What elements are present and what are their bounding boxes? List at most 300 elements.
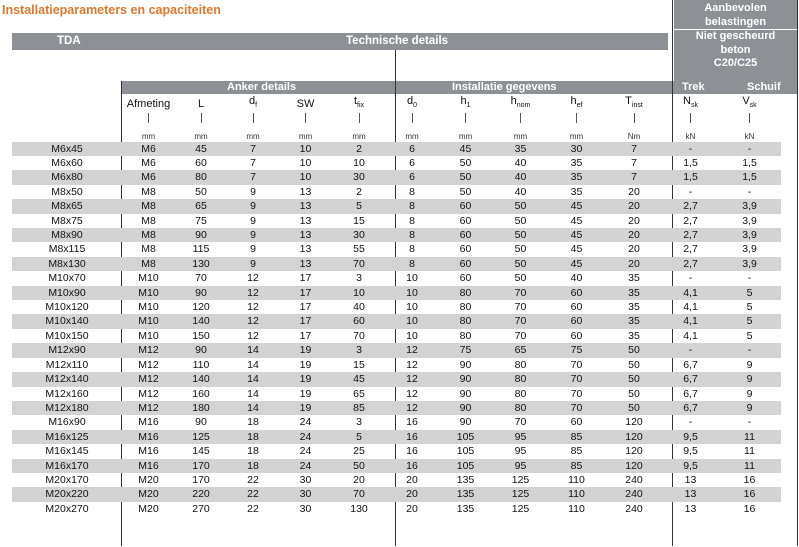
table-body — [12, 142, 781, 517]
table-row — [12, 372, 781, 386]
table-cell: 120 — [605, 430, 663, 444]
table-cell: 10 — [353, 157, 365, 169]
table-cell: M8 — [141, 214, 156, 227]
col-nsk — [663, 94, 718, 113]
col-tfix-main: t — [353, 95, 358, 107]
table-cell: 70 — [570, 358, 583, 371]
col-nsk-main: N — [683, 95, 691, 107]
row-label: M6x60 — [51, 157, 83, 169]
unit-cell: mm — [194, 131, 208, 141]
table-cell: 5 — [746, 329, 753, 342]
unit-cell: mm — [246, 131, 260, 141]
table-row — [12, 156, 781, 170]
col-vsk-sub: sk — [749, 102, 757, 110]
table-cell: 9 — [746, 387, 753, 400]
table-cell: 14 — [247, 358, 259, 371]
table-cell: 45 — [332, 372, 386, 386]
table-cell: 170 — [192, 473, 210, 486]
table-cell: 45 — [438, 142, 493, 156]
table-cell: M12 — [122, 343, 175, 357]
table-row — [12, 444, 781, 458]
table-cell: 3 — [332, 343, 386, 357]
capacity-table — [12, 94, 781, 516]
row-label: M20x270 — [45, 502, 89, 515]
table-cell: 2 — [332, 142, 386, 156]
table-cell: 90 — [175, 343, 227, 357]
table-cell: M8 — [122, 257, 175, 271]
table-cell: 3,9 — [742, 243, 757, 256]
col-d0-sub: 0 — [413, 102, 418, 110]
table-cell: 13 — [279, 257, 332, 271]
table-cell: 50 — [332, 459, 386, 473]
table-cell: 17 — [299, 272, 312, 285]
row-label: M8x75 — [51, 214, 83, 227]
table-cell: 9 — [718, 372, 781, 386]
table-row — [12, 358, 781, 372]
table-cell: 30 — [332, 228, 386, 242]
table-cell: - — [688, 185, 693, 198]
table-cell: M8 — [141, 185, 156, 198]
table-cell: 19 — [299, 358, 312, 371]
table-cell: 24 — [279, 459, 332, 473]
table-cell: 12 — [406, 387, 418, 400]
table-cell: 70 — [195, 272, 207, 285]
table-cell: 60 — [438, 257, 493, 271]
technische-details-header: Technische details — [346, 35, 449, 47]
table-cell: 6,7 — [663, 372, 718, 386]
table-cell: M10 — [138, 301, 159, 314]
table-cell: 35 — [628, 272, 640, 285]
col-tinst-main: T — [625, 95, 632, 107]
table-cell: 65 — [175, 199, 227, 213]
table-cell: 16 — [743, 502, 756, 515]
table-cell: 12 — [406, 358, 418, 371]
table-cell: 50 — [493, 228, 548, 242]
table-cell: 7 — [227, 142, 279, 156]
table-cell: 13 — [684, 502, 697, 515]
table-cell: 10 — [279, 170, 332, 184]
table-cell: 12 — [227, 286, 279, 300]
table-cell: 85 — [548, 430, 605, 444]
table-cell: M10 — [122, 286, 175, 300]
table-cell: 125 — [175, 430, 227, 444]
table-cell: M20 — [122, 487, 175, 501]
table-cell: 50 — [514, 214, 527, 227]
unit-cell: mm — [298, 131, 313, 141]
table-cell: 90 — [175, 228, 227, 242]
row-label: M16x125 — [12, 430, 122, 444]
row-label: M16x145 — [45, 445, 89, 458]
table-cell: 80 — [493, 372, 548, 386]
table-cell: 16 — [718, 487, 781, 501]
table-cell: 140 — [175, 372, 227, 386]
trek-header: Trek — [682, 81, 705, 93]
table-row — [12, 314, 781, 328]
table-cell: 35 — [548, 170, 605, 184]
table-cell: 16 — [386, 459, 438, 473]
table-cell: 10 — [406, 301, 418, 314]
table-cell: 5 — [746, 301, 753, 314]
col-df — [227, 94, 279, 113]
table-cell: 3 — [356, 416, 362, 429]
table-cell: 240 — [625, 502, 643, 515]
table-cell: 110 — [568, 502, 585, 515]
table-cell: 1,5 — [663, 170, 718, 184]
table-row — [12, 228, 781, 242]
table-cell: 160 — [192, 387, 210, 400]
table-cell: 80 — [514, 387, 527, 400]
col-nsk-sub: sk — [690, 102, 698, 110]
table-row — [12, 300, 781, 314]
table-cell: 85 — [570, 445, 583, 458]
table-cell: 45 — [570, 214, 583, 227]
row-label: M20x170 — [45, 473, 89, 486]
table-cell: 35 — [628, 329, 640, 342]
table-cell: 60 — [438, 228, 493, 242]
table-cell: 80 — [459, 301, 472, 314]
table-cell: 8 — [409, 214, 415, 227]
table-cell: 80 — [438, 314, 493, 328]
col-tda — [12, 94, 122, 113]
table-row — [12, 387, 781, 401]
table-cell: 60 — [438, 199, 493, 213]
row-label: M20x220 — [12, 487, 122, 501]
table-cell: 30 — [279, 487, 332, 501]
table-cell: 10 — [386, 314, 438, 328]
table-cell: 25 — [353, 445, 365, 458]
table-cell: 14 — [247, 387, 259, 400]
row-label: M12x90 — [12, 343, 122, 357]
table-cell: 50 — [459, 157, 472, 169]
table-cell: 3,9 — [718, 199, 781, 213]
table-cell: 80 — [459, 329, 472, 342]
table-cell: 22 — [247, 473, 259, 486]
table-cell: 220 — [175, 487, 227, 501]
table-cell: 90 — [195, 416, 207, 429]
table-cell: 10 — [299, 157, 312, 169]
col-h1-main: h — [460, 95, 467, 107]
table-cell: 50 — [628, 387, 640, 400]
row-label: M10x120 — [45, 301, 89, 314]
unit-cell: mm — [352, 131, 366, 141]
table-cell: 3,9 — [718, 228, 781, 242]
col-tfix — [332, 94, 386, 113]
table-cell: 7 — [605, 170, 663, 184]
col-vsk — [718, 94, 781, 113]
niet-gescheurd-line-3: C20/C25 — [713, 57, 758, 69]
col-h1-sub: 1 — [466, 102, 471, 110]
table-cell: 2,7 — [663, 257, 718, 271]
table-cell: 95 — [493, 459, 548, 473]
table-cell: 8 — [409, 243, 415, 256]
niet-gescheurd-line-1: Niet gescheurd — [695, 30, 776, 42]
table-cell: 60 — [570, 416, 583, 429]
table-cell: 80 — [175, 170, 227, 184]
row-label: M16x170 — [12, 459, 122, 473]
table-cell: 6,7 — [683, 387, 698, 400]
table-cell: 50 — [438, 170, 493, 184]
table-cell: 5 — [332, 430, 386, 444]
table-cell: 60 — [548, 286, 605, 300]
niet-gescheurd-line-2: beton — [720, 43, 751, 56]
table-cell: 8 — [409, 185, 415, 198]
table-cell: 6 — [386, 170, 438, 184]
table-row — [12, 415, 781, 429]
table-row — [12, 401, 781, 415]
table-cell: 80 — [514, 358, 527, 371]
table-cell: - — [718, 142, 781, 156]
table-cell: 8 — [386, 257, 438, 271]
tda-header: TDA — [57, 35, 81, 47]
table-cell: 70 — [548, 401, 605, 415]
table-cell: 4,1 — [683, 329, 698, 342]
row-label: M8x130 — [12, 257, 122, 271]
table-row — [12, 473, 781, 487]
col-hef — [548, 94, 605, 113]
table-cell: 20 — [628, 243, 640, 256]
table-row — [12, 214, 781, 228]
table-cell: 9 — [227, 228, 279, 242]
table-cell: 45 — [570, 243, 583, 256]
header-bar — [12, 33, 668, 50]
table-cell: 10 — [332, 286, 386, 300]
table-cell: 50 — [605, 343, 663, 357]
table-cell: 7 — [605, 142, 663, 156]
row-label: M8x115 — [48, 243, 86, 256]
table-cell: 13 — [663, 487, 718, 501]
unit-cell: kN — [744, 131, 755, 141]
installatie-gegevens-header: Installatie gegevens — [452, 81, 557, 93]
table-row — [12, 199, 781, 213]
table-cell: 9 — [250, 185, 256, 198]
table-cell: - — [718, 343, 781, 357]
col-tinst — [605, 94, 663, 113]
table-cell: 125 — [511, 473, 530, 486]
table-cell: 60 — [459, 214, 472, 227]
col-vsk-main: V — [742, 95, 750, 107]
table-cell: 70 — [514, 329, 527, 342]
sub-header-bar — [122, 81, 797, 94]
table-cell: - — [688, 272, 693, 285]
anker-details-header: Anker details — [227, 81, 297, 93]
table-cell: 20 — [406, 502, 418, 515]
table-cell: 13 — [299, 243, 312, 256]
row-label: M10x70 — [48, 272, 86, 285]
col-hnom-sub: nom — [516, 102, 531, 110]
column-header-row — [12, 94, 781, 113]
table-cell: 60 — [570, 301, 583, 314]
table-cell: M20 — [138, 502, 159, 515]
table-cell: 50 — [459, 185, 472, 198]
table-cell: 22 — [247, 502, 259, 515]
table-cell: 60 — [570, 329, 583, 342]
table-cell: 35 — [605, 286, 663, 300]
table-cell: - — [663, 142, 718, 156]
table-cell: M16 — [138, 416, 159, 429]
col-sw: SW — [296, 97, 315, 110]
table-cell: 19 — [279, 401, 332, 415]
table-cell: 20 — [628, 185, 640, 198]
table-cell: 19 — [279, 343, 332, 357]
table-cell: 40 — [570, 272, 583, 285]
table-cell: 70 — [514, 301, 527, 314]
table-cell: 30 — [332, 170, 386, 184]
table-cell: M16 — [122, 430, 175, 444]
table-row — [12, 170, 781, 184]
table-cell: 180 — [175, 401, 227, 415]
col-h1 — [438, 94, 493, 113]
table-cell: 50 — [514, 272, 527, 285]
table-cell: 19 — [279, 372, 332, 386]
table-cell: 40 — [493, 170, 548, 184]
table-cell: 30 — [548, 142, 605, 156]
table-cell: 5 — [718, 314, 781, 328]
col-tinst-sub: inst — [631, 102, 643, 110]
table-cell: 20 — [605, 199, 663, 213]
table-cell: M12 — [138, 387, 159, 400]
table-cell: 12 — [247, 329, 259, 342]
col-hnom-main: h — [510, 95, 517, 107]
table-cell: 65 — [353, 387, 365, 400]
table-cell: 120 — [192, 301, 210, 314]
table-cell: 15 — [353, 358, 365, 371]
unit-cell: mm — [141, 131, 156, 141]
table-cell: M6 — [122, 142, 175, 156]
col-hnom — [493, 94, 548, 113]
table-cell: M16 — [138, 445, 159, 458]
table-cell: 50 — [605, 401, 663, 415]
table-cell: 5 — [332, 199, 386, 213]
unit-row — [12, 128, 781, 142]
table-cell: 3 — [356, 272, 362, 285]
table-cell: - — [688, 416, 693, 429]
table-cell: 130 — [175, 257, 227, 271]
aanbevolen-belastingen-header — [674, 0, 797, 81]
table-row — [12, 242, 781, 256]
table-cell: 10 — [386, 286, 438, 300]
table-cell: 95 — [493, 430, 548, 444]
table-cell: 12 — [386, 343, 438, 357]
table-cell: M16 — [122, 459, 175, 473]
table-cell: 4,1 — [683, 301, 698, 314]
table-cell: 110 — [548, 487, 605, 501]
table-cell: 16 — [406, 445, 418, 458]
table-cell: 270 — [192, 502, 210, 515]
table-cell: 35 — [493, 142, 548, 156]
table-cell: 70 — [493, 286, 548, 300]
table-cell: 12 — [227, 314, 279, 328]
table-cell: 70 — [514, 416, 527, 429]
table-cell: 35 — [570, 185, 583, 198]
table-cell: 2,7 — [663, 228, 718, 242]
table-cell: 90 — [459, 387, 472, 400]
table-cell: 60 — [548, 314, 605, 328]
table-cell: 60 — [459, 243, 472, 256]
table-cell: 20 — [628, 214, 640, 227]
table-cell: 6,7 — [683, 358, 698, 371]
row-label: M6x45 — [12, 142, 122, 156]
table-cell: 50 — [514, 243, 527, 256]
table-cell: 70 — [493, 314, 548, 328]
col-tfix-sub: fix — [357, 102, 365, 110]
row-label: M12x160 — [45, 387, 89, 400]
table-cell: 24 — [299, 416, 312, 429]
table-cell: 12 — [386, 372, 438, 386]
table-cell: 16 — [406, 416, 418, 429]
table-cell: 50 — [605, 372, 663, 386]
row-label: M10x90 — [12, 286, 122, 300]
col-df-sub: f — [255, 102, 258, 110]
row-label: M10x150 — [45, 329, 89, 342]
aanbevolen-line-1: Aanbevolen — [704, 2, 767, 14]
table-cell: 140 — [175, 314, 227, 328]
table-cell: 45 — [548, 199, 605, 213]
table-cell: 45 — [175, 142, 227, 156]
table-cell: M10 — [138, 329, 159, 342]
table-cell: 4,1 — [663, 286, 718, 300]
table-cell: 30 — [299, 473, 312, 486]
row-label: M12x180 — [12, 401, 122, 415]
row-label: M16x90 — [48, 416, 86, 429]
aanbevolen-line-2: belastingen — [704, 15, 767, 28]
table-cell: 9 — [746, 358, 753, 371]
table-cell: 120 — [605, 459, 663, 473]
table-cell: 20 — [353, 473, 365, 486]
table-cell: 3,9 — [718, 257, 781, 271]
table-cell: 5 — [718, 286, 781, 300]
table-cell: 80 — [493, 401, 548, 415]
table-cell: 13 — [279, 228, 332, 242]
table-cell: 40 — [514, 185, 527, 198]
unit-cell: Nm — [627, 131, 641, 141]
table-cell: 18 — [247, 445, 259, 458]
table-cell: 70 — [332, 257, 386, 271]
table-cell: 50 — [493, 199, 548, 213]
table-cell: 17 — [299, 301, 312, 314]
table-cell: 110 — [192, 358, 210, 371]
table-cell: 95 — [514, 445, 527, 458]
table-cell: 90 — [175, 286, 227, 300]
table-cell: 120 — [625, 416, 643, 429]
table-cell: 20 — [386, 487, 438, 501]
page-title: Installatieparameters en capaciteiten — [2, 3, 221, 17]
table-cell: 80 — [438, 286, 493, 300]
col-df-main: d — [248, 95, 256, 107]
table-row — [12, 329, 781, 343]
table-cell: 7 — [250, 157, 256, 169]
table-cell: 1,5 — [718, 170, 781, 184]
table-cell: 16 — [743, 473, 756, 486]
table-cell: 4,1 — [663, 314, 718, 328]
table-cell: 17 — [279, 286, 332, 300]
table-cell: 240 — [625, 473, 643, 486]
table-cell: 60 — [195, 157, 207, 169]
table-cell: 145 — [192, 445, 210, 458]
table-cell: 35 — [628, 301, 640, 314]
table-cell: 12 — [386, 401, 438, 415]
table-cell: 90 — [438, 401, 493, 415]
table-row — [12, 142, 781, 156]
table-cell: 11 — [718, 459, 781, 473]
table-cell: 2 — [356, 185, 362, 198]
table-cell: 6 — [409, 157, 415, 169]
table-cell: 20 — [406, 473, 418, 486]
table-cell: 9 — [227, 199, 279, 213]
table-cell: M20 — [138, 473, 159, 486]
table-cell: - — [663, 343, 718, 357]
col-afmeting: Afmeting — [126, 97, 171, 110]
table-cell: 90 — [459, 416, 472, 429]
